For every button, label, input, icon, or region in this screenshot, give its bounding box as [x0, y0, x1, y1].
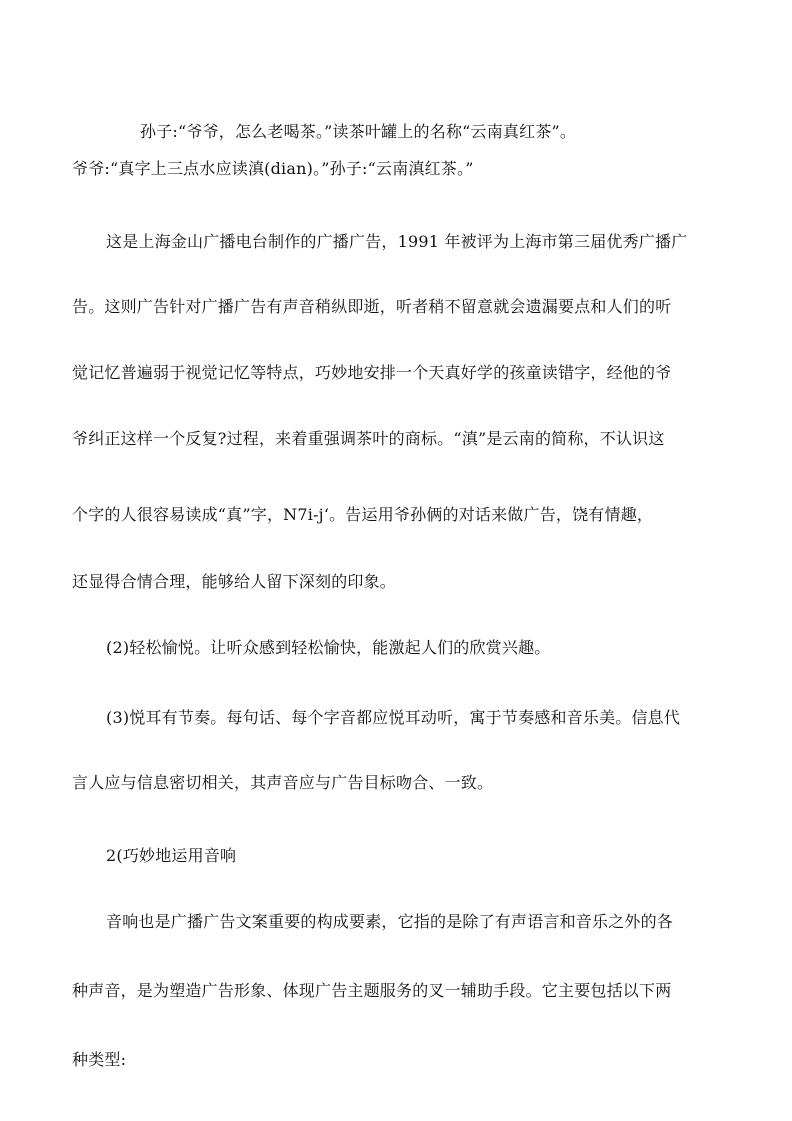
paragraph-1-line-6: 还显得合情合理，能够给人留下深刻的印象。	[72, 572, 397, 591]
paragraph-1-line-2: 告。这则广告针对广播广告有声音稍纵即逝，听者稍不留意就会遗漏要点和人们的听	[72, 297, 672, 316]
paragraph-2-line-2: 种声音，是为塑造广告形象、体现广告主题服务的叉一辅助手段。它主要包括以下两	[72, 981, 672, 1000]
paragraph-2-line-1: 音响也是广播广告文案重要的构成要素，它指的是除了有声语言和音乐之外的各	[106, 912, 674, 931]
section-heading: 2(巧妙地运用音响	[106, 846, 237, 865]
dialogue-line-2: 爷爷:“真字上三点水应读滇(dian)。”孙子:“云南滇红茶。”	[72, 159, 474, 178]
item-2-line: (2)轻松愉悦。让听众感到轻松愉快，能激起人们的欣赏兴趣。	[106, 638, 551, 657]
paragraph-1-line-1: 这是上海金山广播电台制作的广播广告，1991 年被评为上海市第三届优秀广播广	[106, 232, 688, 251]
dialogue-line-1: 孙子:“爷爷，怎么老喝茶。”读茶叶罐上的名称“云南真红茶”。	[140, 122, 577, 141]
item-3-line-2: 言人应与信息密切相关，其声音应与广告目标吻合、一致。	[72, 773, 494, 792]
paragraph-1-line-5: 个字的人很容易读成“真”字，N7i-j‘。告运用爷孙俩的对话来做广告，饶有情趣，	[72, 505, 654, 524]
paragraph-2-line-3: 种类型:	[72, 1050, 127, 1069]
paragraph-1-line-3: 觉记忆普遍弱于视觉记忆等特点，巧妙地安排一个天真好学的孩童读错字，经他的爷	[72, 363, 672, 382]
paragraph-1-line-4: 爷纠正这样一个反复?过程，来着重强调茶叶的商标。“滇”是云南的简称，不认识这	[72, 429, 665, 448]
item-3-line-1: (3)悦耳有节奏。每句话、每个字音都应悦耳动听，寓于节奏感和音乐美。信息代	[106, 708, 681, 727]
